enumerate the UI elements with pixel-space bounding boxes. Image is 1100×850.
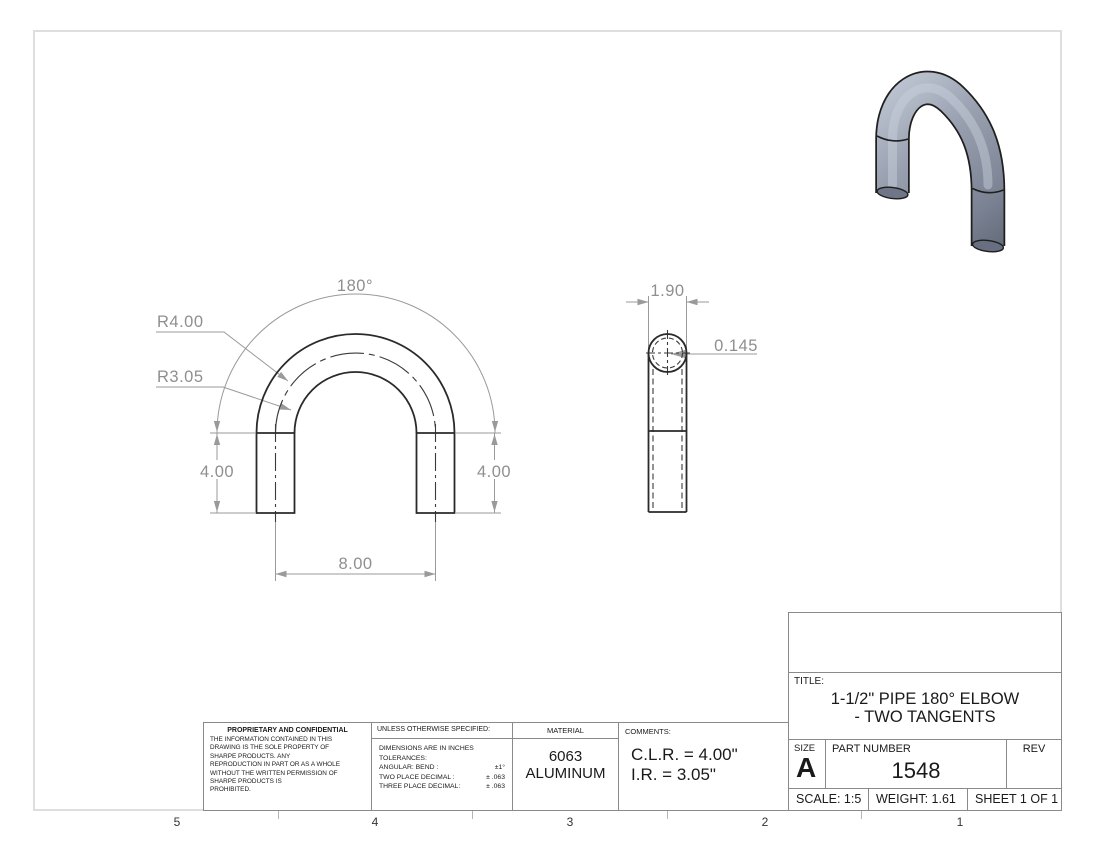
tolerance-label: ANGULAR: BEND : xyxy=(379,764,439,771)
drawing-title-line1: 1-1/2" PIPE 180° ELBOW xyxy=(830,690,1020,708)
zone-tick xyxy=(278,811,279,819)
front-view-part-outline xyxy=(257,334,455,513)
tolerances-cell xyxy=(371,722,513,811)
tolerance-value: ± .063 xyxy=(486,783,505,790)
comments-title: COMMENTS: xyxy=(625,727,671,736)
proprietary-body xyxy=(204,734,371,795)
material-cell xyxy=(512,722,619,811)
zone-tick xyxy=(472,811,473,819)
title-cell xyxy=(788,672,1062,740)
proprietary-notice-cell xyxy=(203,722,372,811)
comments-body xyxy=(619,745,788,785)
drawing-title xyxy=(789,690,1061,726)
front-dim-leg-right: 4.00 xyxy=(476,463,512,481)
zone-label-5: 5 xyxy=(173,815,181,829)
front-dim-angle: 180° xyxy=(336,277,374,295)
side-view xyxy=(626,282,758,512)
weight-cell: WEIGHT: 1.61 xyxy=(868,788,968,811)
zone-tick xyxy=(667,811,668,819)
isometric-3d-model xyxy=(876,88,1004,253)
material-line2: ALUMINUM xyxy=(525,765,606,782)
front-dim-span: 8.00 xyxy=(338,555,373,573)
rev-label: REV xyxy=(1022,743,1046,755)
tolerance-value: ±1° xyxy=(494,764,505,771)
rev-cell xyxy=(1006,739,1062,789)
comments-cell xyxy=(618,722,789,811)
tolerances-line1: DIMENSIONS ARE IN INCHES xyxy=(379,745,474,752)
proprietary-line: THE INFORMATION CONTAINED IN THIS xyxy=(210,736,333,743)
logo-cell xyxy=(788,612,1062,673)
proprietary-line: DRAWING IS THE SOLE PROPERTY OF xyxy=(210,744,330,752)
material-title: MATERIAL xyxy=(513,723,618,739)
material-value xyxy=(513,748,618,782)
proprietary-line: SHARPE PRODUCTS IS xyxy=(210,778,282,786)
drawing-title-line2: - TWO TANGENTS xyxy=(854,708,996,726)
size-cell xyxy=(788,739,826,789)
tolerances-title: UNLESS OTHERWISE SPECIFIED: xyxy=(372,723,512,739)
scale-cell: SCALE: 1:5 xyxy=(788,788,869,811)
front-dim-radius-outer: R4.00 xyxy=(157,313,204,331)
part-number-value: 1548 xyxy=(891,758,941,783)
front-view-centerlines xyxy=(276,353,436,522)
sheet-cell: SHEET 1 OF 1 xyxy=(967,788,1062,811)
tolerance-row xyxy=(379,773,505,783)
title-label: TITLE: xyxy=(794,676,825,687)
size-label: SIZE xyxy=(794,743,816,754)
zone-label-4: 4 xyxy=(371,815,379,829)
part-number-cell xyxy=(825,739,1007,789)
side-dim-wall-thickness: 0.145 xyxy=(714,337,758,355)
comments-line2: I.R. = 3.05" xyxy=(631,765,716,784)
proprietary-line: WITHOUT THE WRITTEN PERMISSION OF xyxy=(210,769,338,777)
tolerance-label: THREE PLACE DECIMAL: xyxy=(379,783,461,790)
tolerance-label: TWO PLACE DECIMAL : xyxy=(379,773,455,781)
tolerance-row xyxy=(379,782,505,792)
tolerances-line2: TOLERANCES: xyxy=(379,754,427,762)
part-number-label: PART NUMBER xyxy=(832,743,911,755)
tolerances-body xyxy=(372,739,512,792)
material-line1: 6063 xyxy=(548,748,583,765)
size-value: A xyxy=(796,752,817,783)
tolerance-row xyxy=(379,763,505,773)
zone-label-1: 1 xyxy=(956,815,964,829)
comments-line1: C.L.R. = 4.00" xyxy=(631,745,738,764)
front-dim-leg-left: 4.00 xyxy=(199,463,235,481)
front-view xyxy=(156,277,518,581)
proprietary-title: PROPRIETARY AND CONFIDENTIAL xyxy=(227,727,348,734)
zone-tick xyxy=(861,811,862,819)
proprietary-line: SHARPE PRODUCTS. ANY xyxy=(210,752,291,760)
proprietary-line: REPRODUCTION IN PART OR AS A WHOLE xyxy=(210,761,340,769)
zone-label-2: 2 xyxy=(761,815,769,829)
tolerance-value: ± .063 xyxy=(486,773,505,781)
side-dim-outer-diameter: 1.90 xyxy=(650,282,685,300)
front-dim-radius-inner: R3.05 xyxy=(157,368,204,386)
proprietary-line: PROHIBITED. xyxy=(210,786,251,794)
zone-label-3: 3 xyxy=(566,815,574,829)
